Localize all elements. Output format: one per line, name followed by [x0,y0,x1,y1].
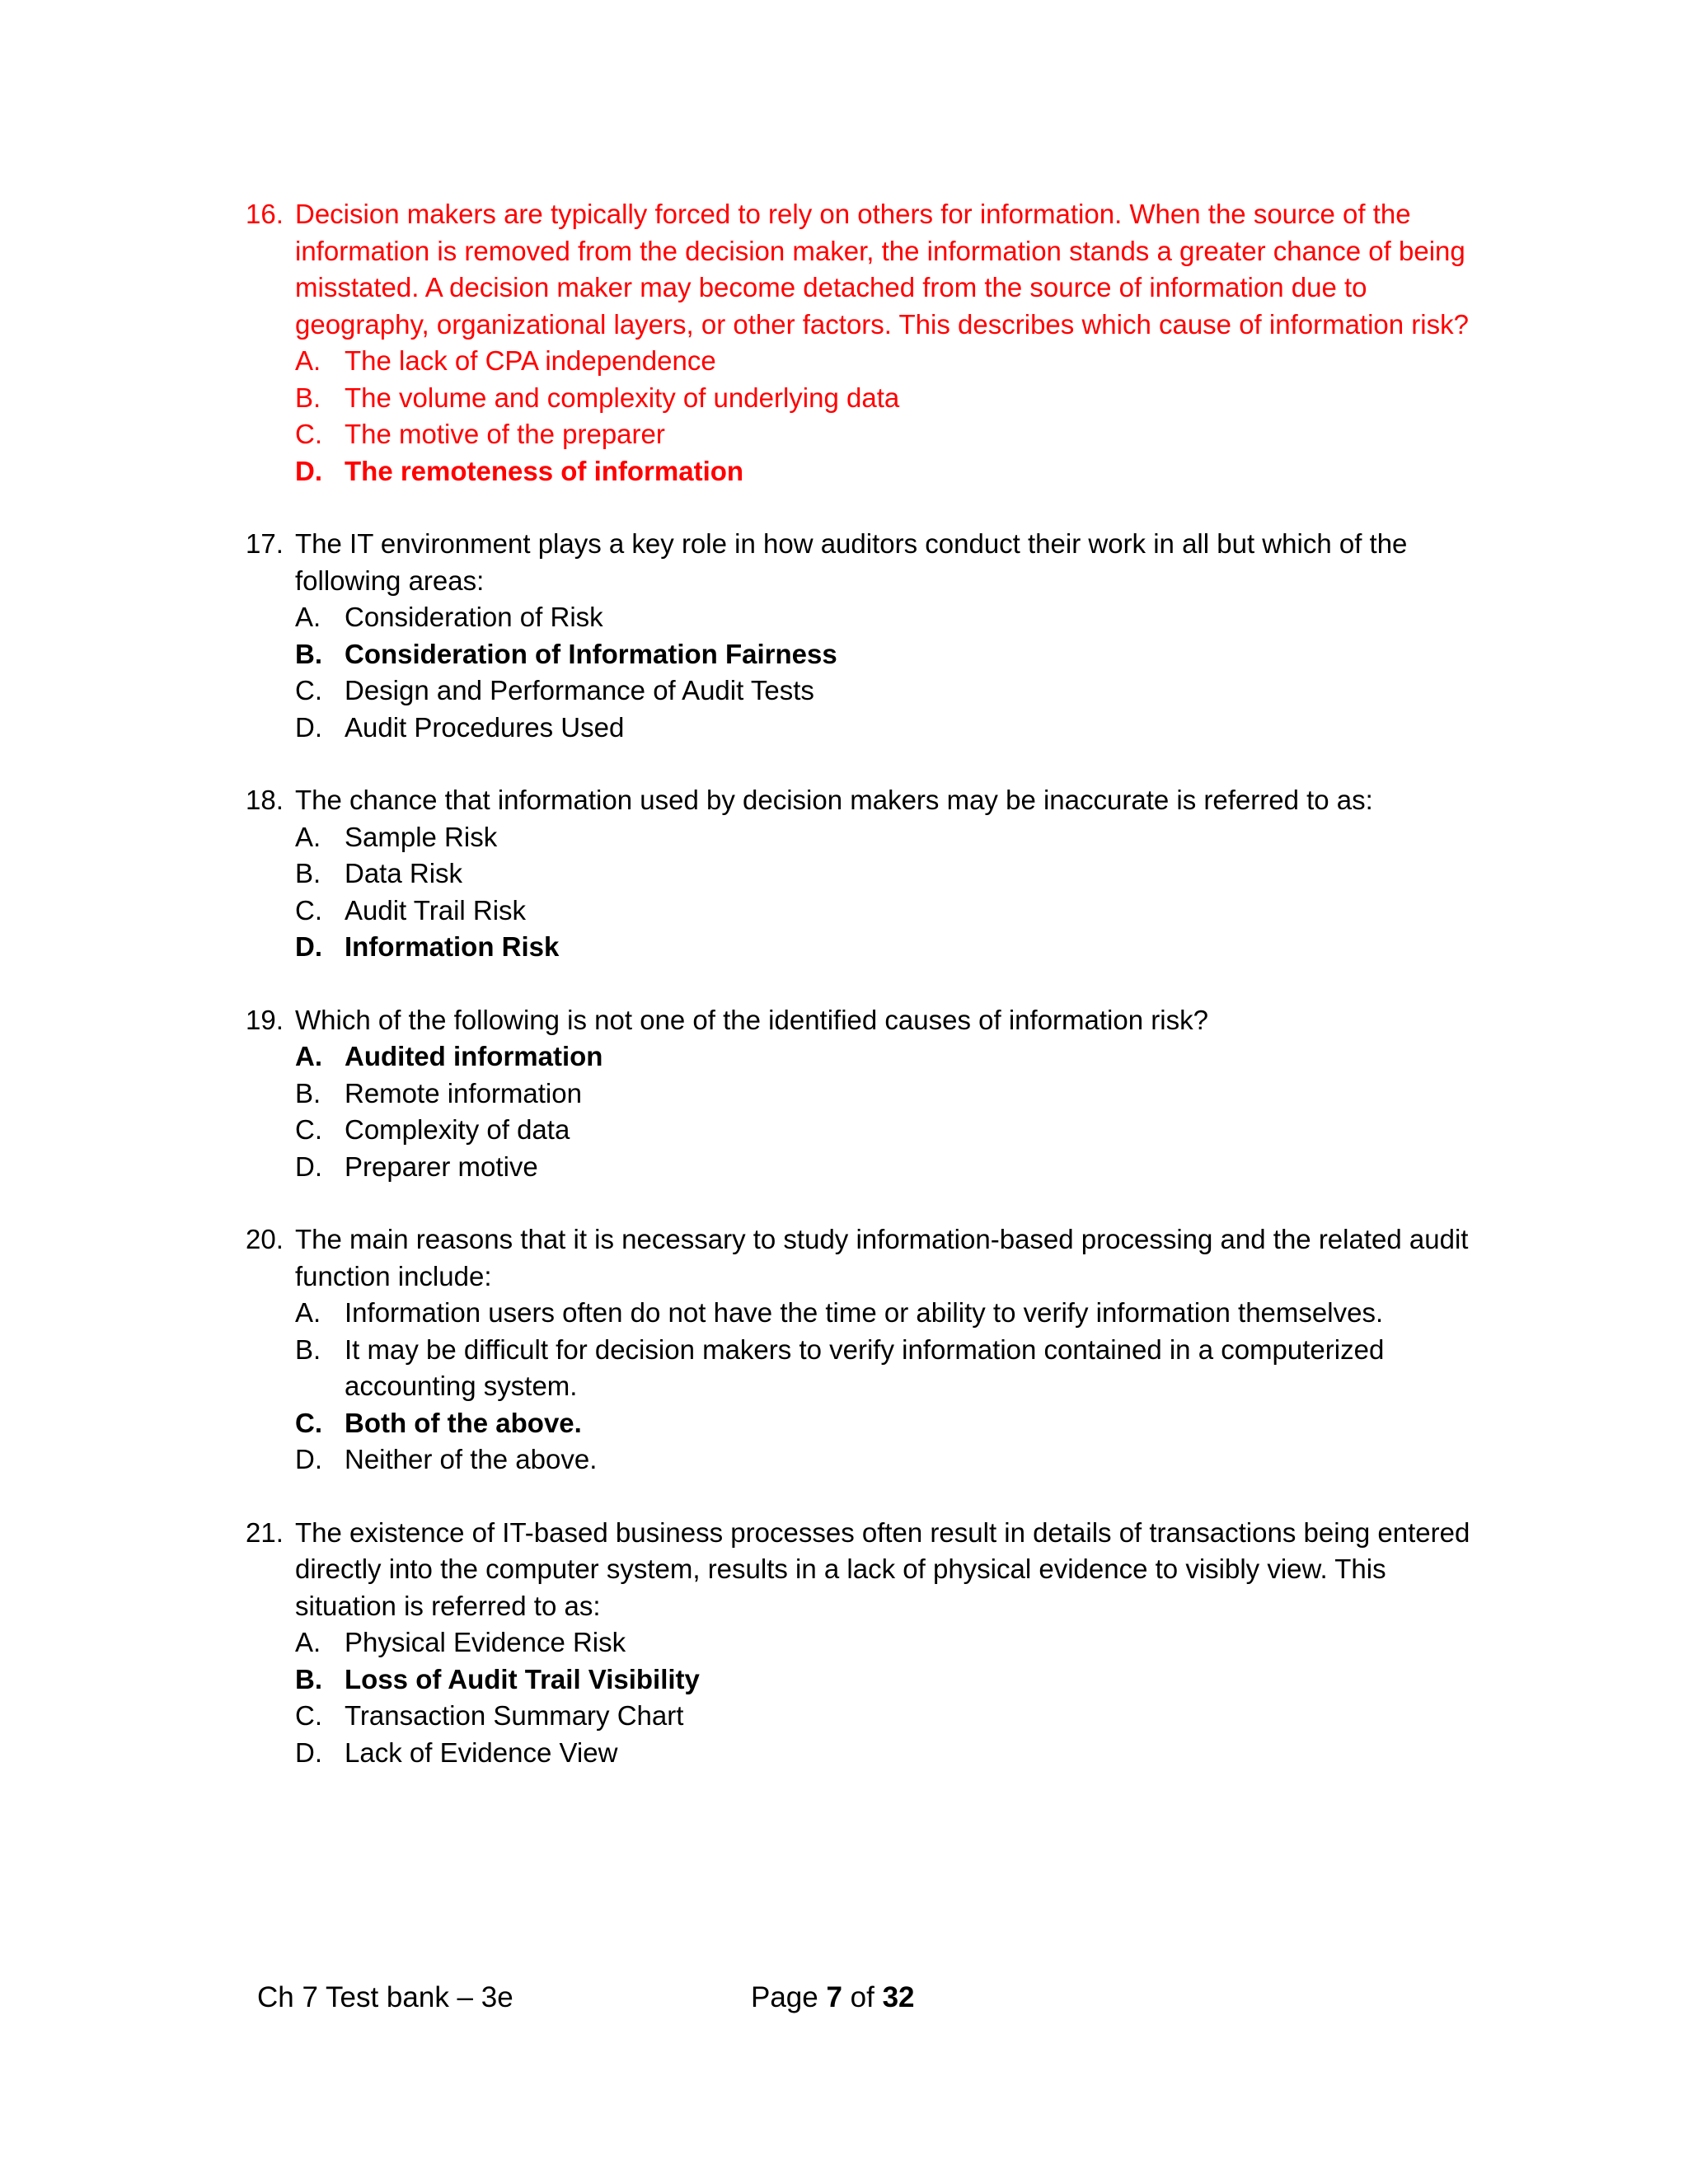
option-text: Consideration of Risk [345,602,603,632]
page-prefix: Page [751,1981,827,2013]
answer-option-correct [295,1038,1474,1076]
answer-option [295,1441,1474,1479]
option-text: It may be difficult for decision makers to verify information contained in a computerized accounting system. [345,1333,1385,1401]
question-text: The chance that information used by decision makers may be inaccurate is referred to as: [295,785,1373,815]
option-letter: C. [295,1407,322,1438]
option-text: Audited information [345,1041,603,1071]
question-item [246,1221,1474,1479]
option-text: The motive of the preparer [345,419,665,449]
answer-option [295,1149,1474,1186]
question-number: 16. [246,199,284,229]
option-letter: B. [295,638,322,669]
answer-options [295,343,1474,490]
option-letter: D. [295,711,322,743]
answer-option [295,1698,1474,1735]
answer-option [295,380,1474,417]
answer-option [295,1295,1474,1332]
option-letter: C. [295,419,322,449]
option-text: Lack of Evidence View [345,1736,618,1768]
option-letter: A. [295,1041,322,1071]
option-text: Neither of the above. [345,1444,598,1474]
answer-option-correct [295,636,1474,673]
option-text: Transaction Summary Chart [345,1700,684,1731]
option-text: Complexity of data [345,1114,570,1145]
question-text: The existence of IT-based business processes often result in details of transactions being entered directly into the computer system, results in a lack of physical evidence to visibly view. This situation is referred to as: [295,1516,1470,1621]
option-text: The remoteness of information [345,455,744,486]
answer-option-correct [295,1661,1474,1699]
answer-option [295,673,1474,710]
option-letter: A. [295,345,321,376]
option-text: Information Risk [345,931,560,962]
question-number: 18. [246,785,284,815]
option-text: The volume and complexity of underlying data [345,382,900,413]
answer-option-correct [295,929,1474,966]
answer-options [295,819,1474,966]
answer-option [295,1076,1474,1113]
question-number: 21. [246,1516,284,1548]
option-text: Sample Risk [345,821,498,852]
option-text: Loss of Audit Trail Visibility [345,1663,700,1694]
option-text: Audit Procedures Used [345,711,625,743]
answer-option [295,855,1474,893]
option-text: Data Risk [345,858,463,888]
answer-option [295,893,1474,930]
page-mid: of [842,1981,883,2013]
question-text: Decision makers are typically forced to rely on others for information. When the source of the information is removed from the decision maker, the information stands a greater chance of being misstated. A decision maker may become detached from the source of information due to geography, organizational layers, or other factors. This describes which cause of information risk? [295,199,1469,340]
answer-option [295,1624,1474,1661]
answer-option [295,416,1474,453]
footer-page-number [751,1980,915,2016]
answer-option [295,819,1474,856]
option-letter: D. [295,455,322,486]
option-text: Audit Trail Risk [345,894,527,926]
option-text: Remote information [345,1077,582,1108]
option-letter: C. [295,1114,322,1145]
option-letter: B. [295,858,321,888]
question-item [246,526,1474,746]
question-text: The main reasons that it is necessary to study information-based processing and the related audit function include: [295,1224,1469,1291]
option-letter: B. [295,1663,322,1694]
option-letter: D. [295,1151,322,1182]
question-number: 17. [246,528,284,559]
option-text: Preparer motive [345,1151,538,1182]
answer-option [295,1112,1474,1149]
question-text: The IT environment plays a key role in how auditors conduct their work in all but which of the following areas: [295,528,1408,596]
option-letter: D. [295,1736,322,1768]
answer-option [295,1332,1474,1405]
option-text: Design and Performance of Audit Tests [345,675,814,705]
option-letter: A. [295,821,321,852]
question-list [246,196,1474,1807]
option-letter: C. [295,675,322,705]
page-total: 32 [882,1981,915,2013]
option-text: Consideration of Information Fairness [345,638,837,669]
answer-options [295,599,1474,746]
question-item [246,1002,1474,1186]
option-letter: D. [295,931,322,962]
question-item [246,782,1474,966]
question-text: Which of the following is not one of the identified causes of information risk? [295,1004,1208,1035]
option-letter: C. [295,894,322,926]
option-text: Physical Evidence Risk [345,1627,626,1657]
option-letter: A. [295,1297,321,1328]
option-letter: C. [295,1700,322,1731]
answer-options [295,1295,1474,1479]
option-text: Information users often do not have the time or ability to verify information themselves. [345,1297,1384,1328]
question-item [246,196,1474,490]
answer-option-correct [295,453,1474,490]
answer-options [295,1038,1474,1185]
answer-option [295,710,1474,747]
answer-option [295,599,1474,636]
answer-option-correct [295,1405,1474,1442]
answer-option [295,343,1474,380]
option-letter: B. [295,382,321,413]
footer-title: Ch 7 Test bank – 3e [257,1981,513,2013]
option-letter: B. [295,1333,321,1365]
answer-options [295,1624,1474,1771]
question-number: 20. [246,1224,284,1254]
question-item [246,1515,1474,1772]
option-text: Both of the above. [345,1407,582,1438]
option-letter: A. [295,602,321,632]
option-letter: A. [295,1627,321,1657]
option-text: The lack of CPA independence [345,345,716,376]
option-letter: D. [295,1444,322,1474]
question-number: 19. [246,1004,284,1035]
answer-option [295,1735,1474,1772]
page-current: 7 [826,1981,842,2013]
option-letter: B. [295,1077,321,1108]
